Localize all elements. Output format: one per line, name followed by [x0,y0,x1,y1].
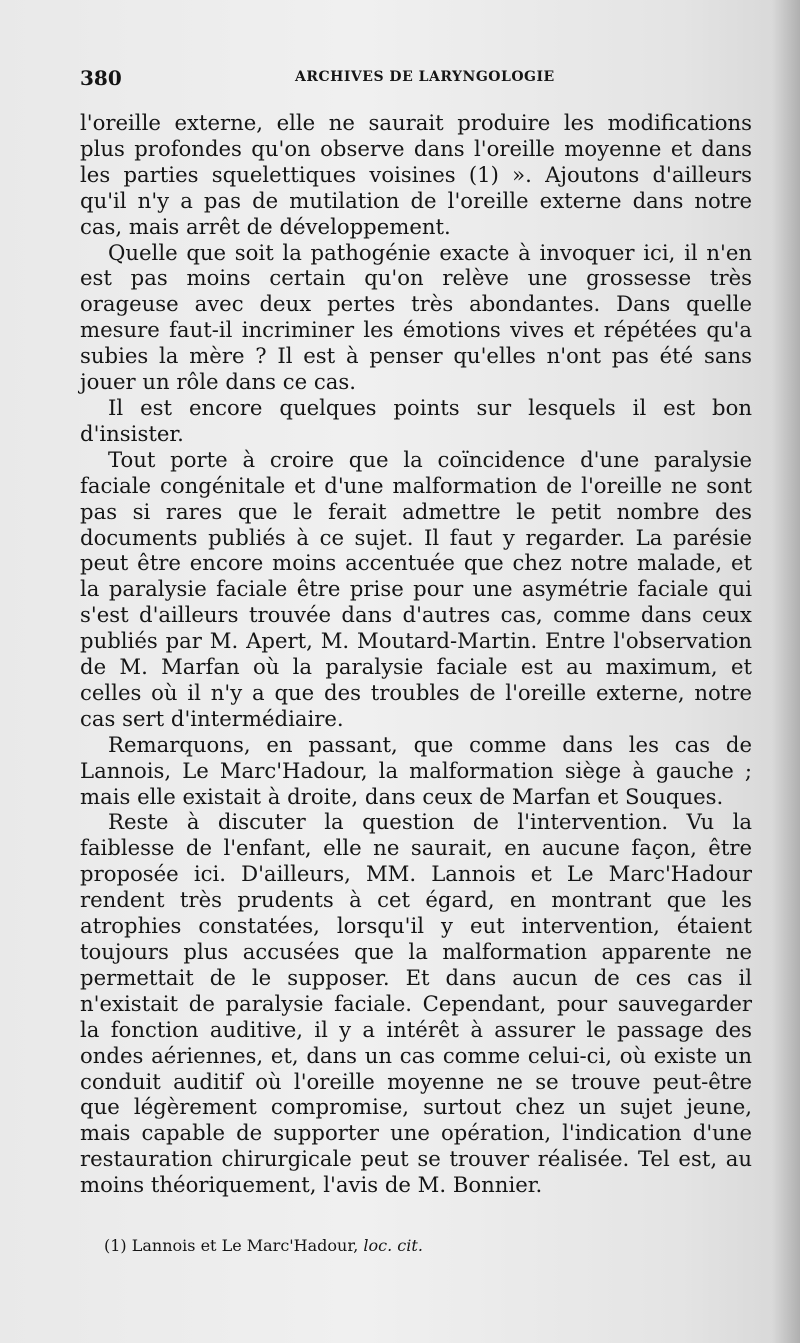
page-edge-shadow [772,0,800,1343]
running-title: ARCHIVES DE LARYNGOLOGIE [295,69,555,85]
body-text [80,110,752,1198]
paragraph-insister: Il est encore quelques points sur lesquels il est bon d'insister. [80,394,752,446]
page-number: 380 [80,66,122,90]
footnote-marker: (1) [104,1236,127,1255]
footnote-reference: loc. cit. [363,1236,423,1255]
paragraph-coincidence: Tout porte à croire que la coïncidence d'une paralysie faciale congénitale et d'une malformation de l'oreille ne sont pas si rares que le ferait admettre le petit nombre des documents publiés à ce sujet. Il faut y regarder. La parésie peut être encore moins accentuée que chez notre malade, et la paralysie faciale être prise pour une asymétrie faciale qui s'est d'ailleurs trouvée dans d'autres cas, comme dans ceux publiés par M. Apert, M. Moutard-Martin. Entre l'observation de M. Marfan où la paralysie faciale est au maximum, et celles où il n'y a que des troubles de l'oreille externe, notre cas sert d'intermédiaire. [80,446,752,731]
page-header [80,66,760,90]
paragraph-continuation: l'oreille externe, elle ne saurait produire les modifications plus profondes qu'on observe dans l'oreille moyenne et dans les parties squelettiques voisines (1) ». Ajoutons d'ailleurs qu'il n'y a pas de mutilation de l'oreille externe dans notre cas, mais arrêt de développement. [80,110,752,239]
footnote [104,1236,423,1255]
paragraph-pathogenie: Quelle que soit la pathogénie exacte à invoquer ici, il n'en est pas moins certain qu'on relève une grossesse très orageuse avec deux pertes très abondantes. Dans quelle mesure faut-il incriminer les émotions vives et répétées qu'a subies la mère ? Il est à penser qu'elles n'ont pas été sans jouer un rôle dans ce cas. [80,239,752,395]
paragraph-remarquons: Remarquons, en passant, que comme dans les cas de Lannois, Le Marc'Hadour, la malformation siège à gauche ; mais elle existait à droite, dans ceux de Marfan et Souques. [80,731,752,809]
footnote-authors: Lannois et Le Marc'Hadour, [131,1236,359,1255]
paragraph-intervention: Reste à discuter la question de l'intervention. Vu la faiblesse de l'enfant, elle ne saurait, en aucune façon, être proposée ici. D'ailleurs, MM. Lannois et Le Marc'Hadour rendent très prudents à cet égard, en montrant que les atrophies constatées, lorsqu'il y eut intervention, étaient toujours plus accusées que la malformation apparente ne permettait de le supposer. Et dans aucun de ces cas il n'existait de paralysie faciale. Cependant, pour sauvegarder la fonction auditive, il y a intérêt à assurer le passage des ondes aériennes, et, dans un cas comme celui-ci, où existe un conduit auditif où l'oreille moyenne ne se trouve peut-être que légèrement compromise, surtout chez un sujet jeune, mais capable de supporter une opération, l'indication d'une restauration chirurgicale peut se trouver réalisée. Tel est, au moins théoriquement, l'avis de M. Bonnier. [80,809,752,1198]
